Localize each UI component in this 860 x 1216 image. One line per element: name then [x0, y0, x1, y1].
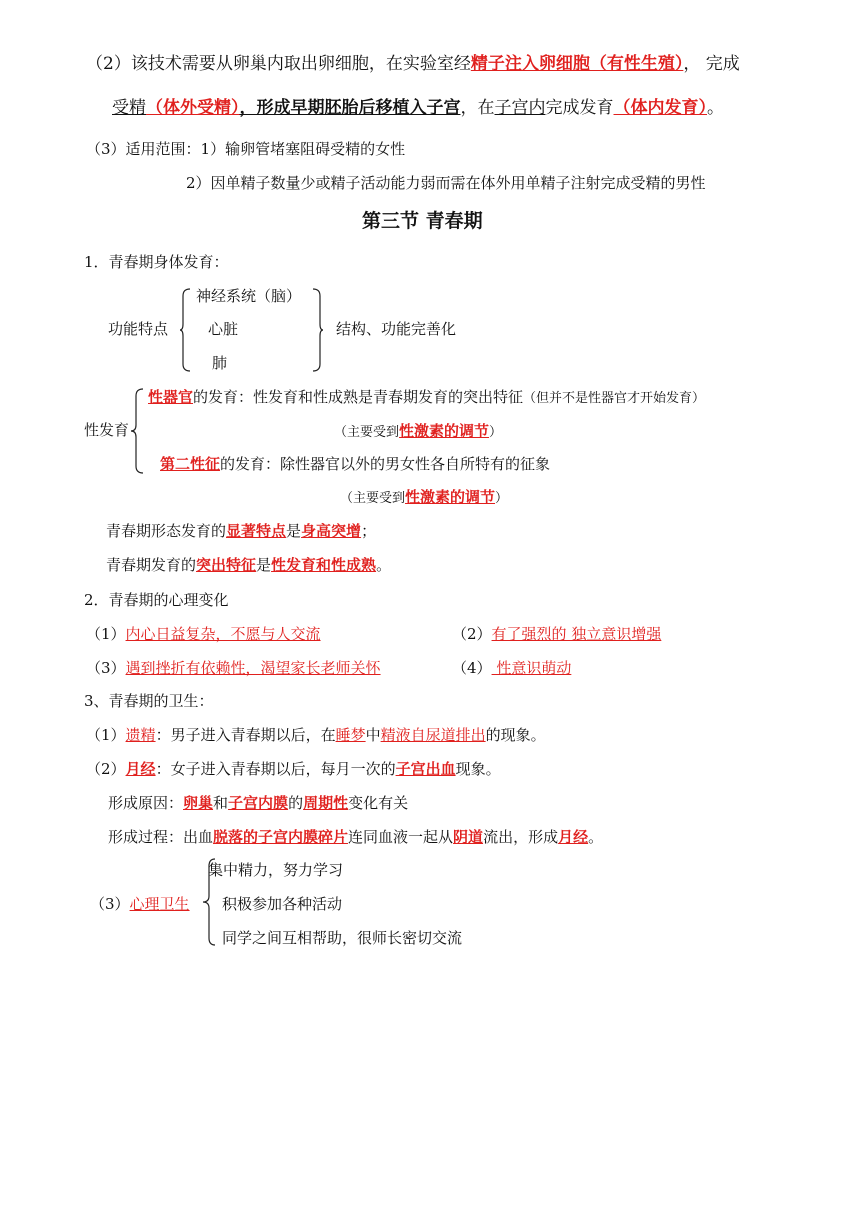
text: 的发育：除性器官以外的男女性各自所特有的征象 — [220, 455, 551, 473]
text: 变化有关 — [348, 794, 409, 812]
hygiene-item-3 — [90, 894, 190, 914]
second-trait-line — [160, 454, 550, 474]
keyword: ，形成早期胚胎后移植入子宫 — [239, 98, 461, 118]
text: ） — [489, 425, 503, 440]
func-item: 心脏 — [208, 320, 239, 338]
text: 形成过程：出血 — [108, 828, 214, 846]
keyword: 月经 — [558, 828, 589, 846]
keyword: 性意识萌动 — [491, 659, 572, 677]
left-brace-icon — [131, 388, 145, 474]
tech-item2-line1 — [86, 52, 740, 76]
text: 是 — [286, 522, 302, 540]
text: （主要受到 — [334, 425, 400, 440]
text: 青春期形态发育的 — [106, 522, 227, 540]
text: 子宫内 — [494, 98, 546, 118]
tech-item3-line1: （3）适用范围：1）输卵管堵塞阻碍受精的女性 — [86, 140, 406, 158]
hormone-note — [334, 421, 502, 443]
right-brace-icon — [312, 288, 324, 372]
psych-heading: 2．青春期的心理变化 — [84, 591, 229, 609]
left-brace-icon — [180, 288, 192, 372]
func-label: 功能特点 — [108, 320, 169, 338]
text: 现象。 — [455, 760, 501, 778]
text: （3） — [86, 659, 126, 677]
keyword: 子宫出血 — [395, 760, 456, 778]
keyword: 周期性 — [303, 794, 349, 812]
menstruation-cause — [108, 793, 408, 813]
keyword: 阴道 — [453, 828, 484, 846]
text: 青春期发育的 — [106, 556, 197, 574]
keyword: 性激素的调节 — [405, 488, 496, 506]
keyword: 睡梦 — [335, 726, 366, 744]
text: 流出，形成 — [483, 828, 559, 846]
text: 。 — [376, 556, 392, 574]
text: 连同血液一起从 — [348, 828, 454, 846]
keyword: 性器官 — [148, 388, 194, 406]
menstruation-process — [108, 827, 603, 847]
text: ） — [495, 491, 509, 506]
text: 。 — [707, 98, 724, 118]
keyword: 身高突增 — [301, 522, 362, 540]
mental-health-item: 积极参加各种活动 — [222, 895, 343, 913]
text: 和 — [213, 794, 229, 812]
hygiene-item-2 — [86, 759, 501, 779]
text: （2） — [452, 625, 492, 643]
keyword: 月经 — [125, 760, 156, 778]
text: （3） — [90, 895, 130, 913]
section-title: 第三节 青春期 — [362, 210, 483, 232]
text: ：男子进入青春期以后，在 — [155, 726, 336, 744]
hygiene-item-1 — [86, 725, 546, 745]
sex-dev-label: 性发育 — [84, 421, 130, 439]
keyword: 第二性征 — [160, 455, 221, 473]
keyword: 精子注入卵细胞（有性生殖） — [470, 54, 684, 74]
keyword: 遗精 — [125, 726, 156, 744]
sex-organ-line — [148, 387, 705, 409]
keyword: 内心日益复杂，不愿与人交流 — [125, 625, 321, 643]
text: ，在 — [460, 98, 495, 118]
body-dev-heading: 1．青春期身体发育： — [84, 253, 229, 271]
text: （1） — [86, 625, 126, 643]
text: 完成发育 — [545, 98, 614, 118]
text: （1） — [86, 726, 126, 744]
text: 的 — [288, 794, 304, 812]
keyword: 遇到挫折有依赖性，渴望家长老师关怀 — [125, 659, 381, 677]
psych-item — [86, 658, 381, 678]
keyword: （体内发育） — [613, 98, 707, 118]
keyword: 突出特征 — [196, 556, 257, 574]
mental-health-item: 集中精力，努力学习 — [208, 861, 344, 879]
text: 。 — [588, 828, 604, 846]
keyword: 性激素的调节 — [399, 422, 490, 440]
text: 受精 — [112, 98, 146, 118]
keyword: 脱落的子宫内膜碎片 — [213, 828, 349, 846]
text: 的现象。 — [485, 726, 546, 744]
tech-item2-line2 — [112, 96, 724, 120]
text: （主要受到 — [340, 491, 406, 506]
text: 形成原因： — [108, 794, 184, 812]
keyword: 性发育和性成熟 — [271, 556, 377, 574]
func-item: 肺 — [212, 354, 228, 372]
keyword: 精液自尿道排出 — [380, 726, 486, 744]
text: 的发育：性发育和性成熟是青春期发育的突出特征 — [193, 388, 524, 406]
text: （4） — [452, 659, 492, 677]
keyword: （体外受精） — [146, 98, 240, 118]
keyword: 卵巢 — [183, 794, 214, 812]
morph-line — [106, 521, 376, 541]
keyword: 心理卫生 — [129, 895, 190, 913]
psych-item — [86, 624, 321, 644]
func-result: 结构、功能完善化 — [336, 320, 457, 338]
text: （2）该技术需要从卵巢内取出卵细胞，在实验室经 — [86, 54, 471, 74]
func-item: 神经系统（脑） — [196, 287, 302, 305]
text: （2） — [86, 760, 126, 778]
dev-feature-line — [106, 555, 391, 575]
mental-health-item: 同学之间互相帮助，很师长密切交流 — [222, 929, 463, 947]
keyword: 子宫内膜 — [228, 794, 289, 812]
psych-item — [452, 658, 571, 678]
text: ， 完成 — [683, 54, 740, 74]
text: 是 — [256, 556, 272, 574]
text: 中 — [365, 726, 381, 744]
note: （但并不是性器官才开始发育） — [523, 391, 706, 406]
keyword: 显著特点 — [226, 522, 287, 540]
keyword: 有了强烈的 独立意识增强 — [491, 625, 662, 643]
text: ； — [361, 522, 377, 540]
psych-item — [452, 624, 661, 644]
tech-item3-line2: 2）因单精子数量少或精子活动能力弱而需在体外用单精子注射完成受精的男性 — [186, 174, 706, 192]
hygiene-heading: 3、青春期的卫生： — [84, 692, 214, 710]
hormone-note — [340, 487, 508, 509]
text: ：女子进入青春期以后，每月一次的 — [155, 760, 396, 778]
